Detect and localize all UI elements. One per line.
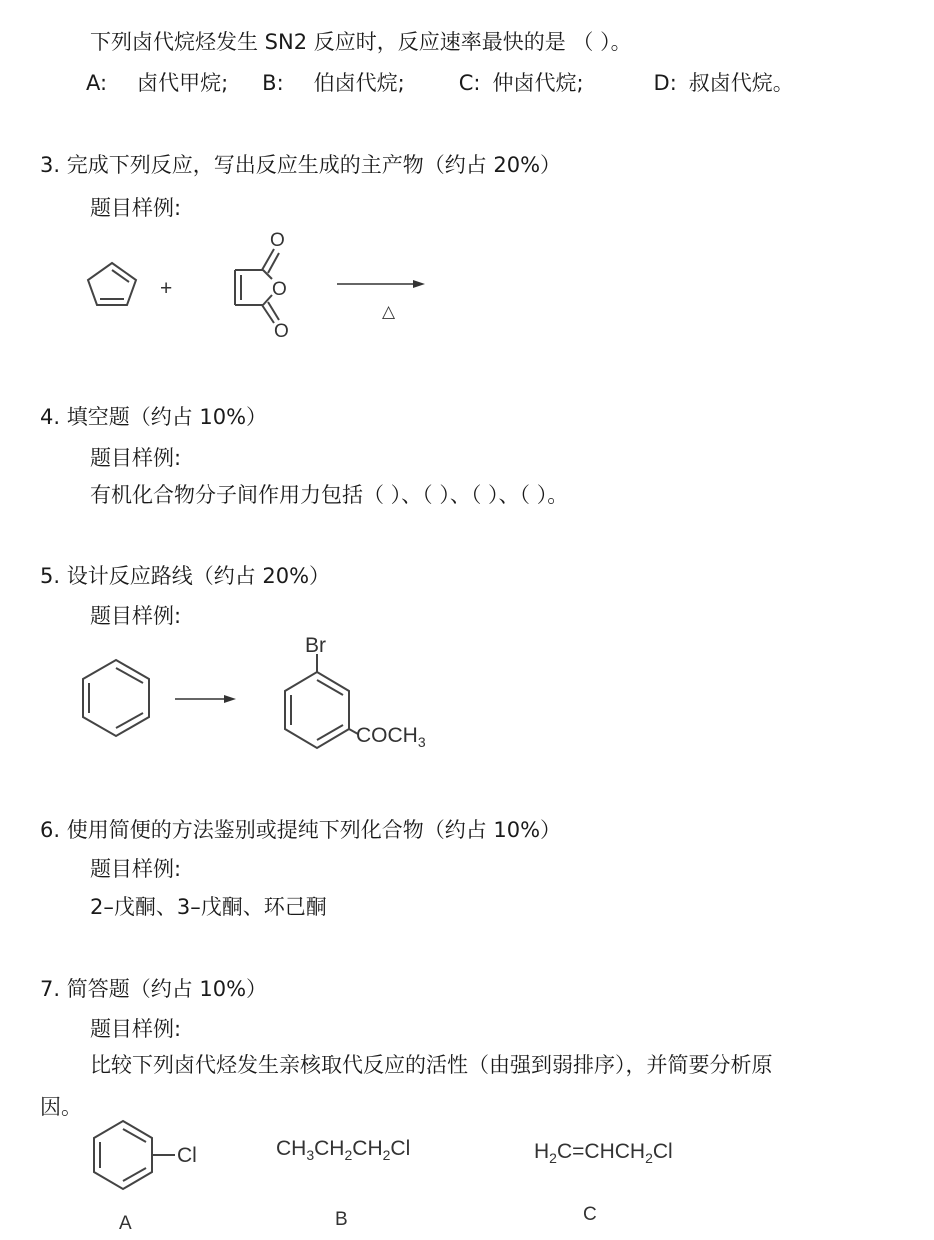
option-c-text: 仲卤代烷; — [492, 71, 584, 95]
q7-structures — [0, 1115, 720, 1235]
q5-reaction-scheme — [0, 630, 460, 750]
option-b-text: 伯卤代烷; — [313, 71, 405, 95]
atom-br: Br — [305, 634, 326, 657]
option-d-text: 叔卤代烷。 — [688, 71, 794, 95]
plus-sign: + — [160, 277, 173, 300]
chlorine-atom: Cl — [177, 1144, 197, 1167]
q6-example-label: 题目样例: — [90, 857, 182, 881]
q7-question-line2: 因。 — [40, 1095, 82, 1119]
q5-title: 5. 设计反应路线（约占 20%） — [40, 564, 331, 588]
q4-title: 4. 填空题（约占 10%） — [40, 405, 268, 429]
chlorobenzene-structure — [94, 1121, 175, 1189]
q7-question-line1: 比较下列卤代烃发生亲核取代反应的活性（由强到弱排序），并简要分析原 — [90, 1053, 773, 1077]
q4-example-label: 题目样例: — [90, 446, 182, 470]
option-d-label: D: — [653, 71, 677, 95]
arrow-head — [224, 695, 236, 703]
q2-stem: 下列卤代烷烃发生 SN2 反应时，反应速率最快的是 （ ）。 — [90, 30, 632, 54]
q3-example-label: 题目样例: — [90, 196, 182, 220]
q7-example-label: 题目样例: — [90, 1017, 182, 1041]
heat-symbol: △ — [382, 302, 396, 321]
option-c-label: C: — [458, 71, 481, 95]
arrow-head — [413, 280, 425, 288]
q3-reaction-scheme — [0, 225, 440, 345]
q6-compounds: 2–戊酮、3–戊酮、环己酮 — [90, 895, 327, 919]
atom-o-ring: O — [272, 279, 287, 300]
option-a-text: 卤代甲烷; — [137, 71, 229, 95]
compound-label-b: B — [335, 1209, 348, 1230]
q6-title: 6. 使用简便的方法鉴别或提纯下列化合物（约占 10%） — [40, 818, 562, 842]
compound-c-formula: $H_2C=CHCH_2Cl$ — [534, 1140, 673, 1166]
atom-o-top: O — [270, 230, 285, 251]
compound-b-formula: $CH_3CH_2CH_2Cl$ — [276, 1137, 411, 1163]
option-a-label: A: — [86, 71, 108, 95]
q4-question-text: 有机化合物分子间作用力包括（ ）、（ ）、（ ）、（ ）。 — [90, 483, 569, 507]
acetyl-group: $COCH_3$ — [356, 724, 426, 750]
compound-label-a: A — [119, 1213, 132, 1234]
q5-example-label: 题目样例: — [90, 604, 182, 628]
q3-title: 3. 完成下列反应，写出反应生成的主产物（约占 20%） — [40, 153, 562, 177]
q7-title: 7. 简答题（约占 10%） — [40, 977, 268, 1001]
benzene-structure — [83, 660, 149, 736]
option-b-label: B: — [262, 71, 284, 95]
compound-label-c: C — [583, 1204, 597, 1225]
cyclopentadiene-structure — [88, 263, 136, 305]
bromoacetophenone-structure — [285, 654, 358, 748]
atom-o-bottom: O — [274, 321, 289, 342]
q2-options — [86, 73, 794, 94]
